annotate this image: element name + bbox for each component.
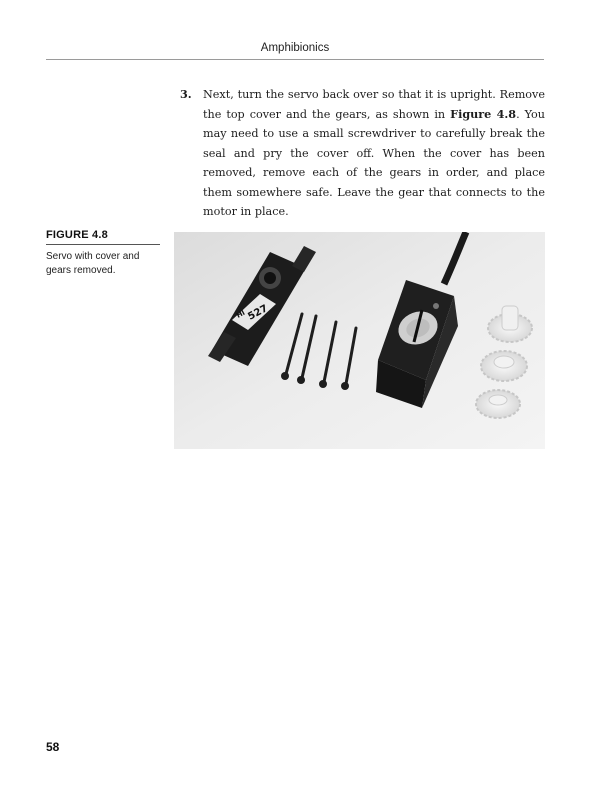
figure-reference: Figure 4.8 xyxy=(450,106,517,121)
gear-middle xyxy=(481,351,527,381)
figure-label-divider xyxy=(46,244,160,245)
cover-label-brand: HI xyxy=(235,308,247,320)
gear-bottom xyxy=(476,390,520,418)
cover-label-model: 527 xyxy=(246,303,270,323)
step-number: 3. xyxy=(180,87,192,101)
running-header: Amphibionics xyxy=(260,42,330,54)
figure-label: FIGURE 4.8 xyxy=(46,229,108,241)
page-number: 58 xyxy=(46,740,60,754)
header-divider xyxy=(46,59,544,60)
figure-caption: Servo with cover and gears removed. xyxy=(46,251,140,276)
servo-photo xyxy=(174,232,545,449)
step-text xyxy=(203,85,545,222)
step-text-after: . You may need to use a small screwdriver to carefully break the seal and pry the cover off. When the cover has been removed, remove each of the gears in order, and place them somewhere safe. Leave the gear that connects to the motor in place. xyxy=(203,107,546,218)
step-text-before: Next, turn the servo back over so that it is upright. Remove the top cover and the gears, as shown in xyxy=(203,88,545,121)
